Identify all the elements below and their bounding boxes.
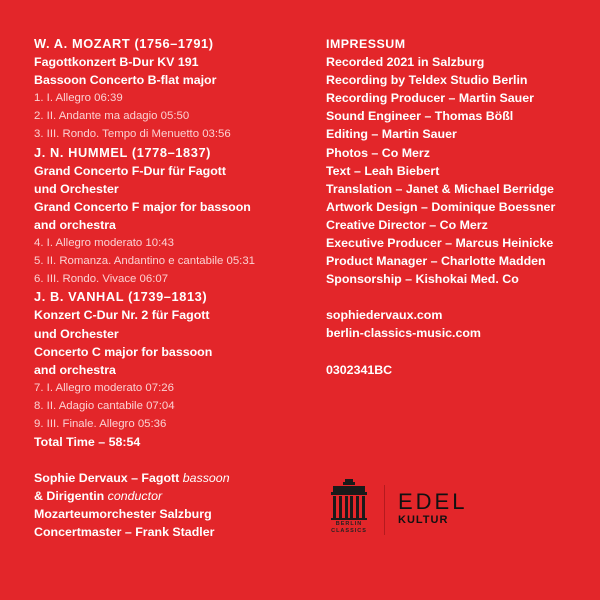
total-time: Total Time – 58:54 <box>34 435 141 450</box>
credit-line: Translation – Janet & Michael Berridge <box>326 181 554 196</box>
catalog-number: 0302341BC <box>326 362 393 377</box>
performer-name: Sophie Dervaux – Fagott <box>34 471 180 486</box>
tracklist-column <box>34 35 304 542</box>
credit-line: Recording Producer – Martin Sauer <box>326 91 534 106</box>
website-link[interactable]: berlin-classics-music.com <box>326 326 481 341</box>
credit-line: Sponsorship – Kishokai Med. Co <box>326 272 519 287</box>
spacer <box>326 343 586 361</box>
track-item: 7. I. Allegro moderato 07:26 <box>34 381 174 394</box>
credit-line: Creative Director – Co Merz <box>326 217 488 232</box>
work-title-en: Grand Concerto F major for bassoon <box>34 199 251 214</box>
work-title-de: Grand Concerto F-Dur für Fagott <box>34 163 227 178</box>
credit-line: Editing – Martin Sauer <box>326 127 457 142</box>
work-title-de: und Orchester <box>34 181 119 196</box>
performer-soloist <box>34 469 304 487</box>
work-title-de: Fagottkonzert B-Dur KV 191 <box>34 55 199 70</box>
composer-hummel: J. N. HUMMEL (1778–1837) <box>34 144 212 160</box>
track-item: 1. I. Allegro 06:39 <box>34 92 123 105</box>
orchestra: Mozarteumorchester Salzburg <box>34 507 212 522</box>
track-item: 3. III. Rondo. Tempo di Menuetto 03:56 <box>34 128 231 141</box>
work-title-en: Bassoon Concerto B-flat major <box>34 73 217 88</box>
track-item: 9. III. Finale. Allegro 05:36 <box>34 417 167 430</box>
logo-text-line: BERLIN <box>335 521 363 527</box>
credit-line: Executive Producer – Marcus Heinicke <box>326 236 554 251</box>
work-title-de: Konzert C-Dur Nr. 2 für Fagott <box>34 308 210 323</box>
performer-role: & Dirigentin <box>34 489 105 504</box>
track-item: 6. III. Rondo. Vivace 06:07 <box>34 273 169 286</box>
work-title-de: und Orchester <box>34 326 119 341</box>
performer-conductor <box>34 487 304 505</box>
berlin-classics-logo <box>326 478 372 544</box>
work-title-en: and orchestra <box>34 217 116 232</box>
credit-line: Photos – Co Merz <box>326 145 430 160</box>
kultur-text: KULTUR <box>398 514 449 526</box>
credit-line: Recorded 2021 in Salzburg <box>326 55 485 70</box>
credit-line: Product Manager – Charlotte Madden <box>326 254 546 269</box>
track-item: 8. II. Adagio cantabile 07:04 <box>34 399 175 412</box>
track-item: 4. I. Allegro moderato 10:43 <box>34 237 174 250</box>
credit-line: Text – Leah Biebert <box>326 163 440 178</box>
edel-wordmark <box>398 492 508 512</box>
impressum-title: IMPRESSUM <box>326 37 406 51</box>
spacer <box>326 288 586 306</box>
credit-line: Artwork Design – Dominique Boessner <box>326 199 556 214</box>
logo-divider <box>384 485 385 535</box>
track-item: 2. II. Andante ma adagio 05:50 <box>34 110 190 123</box>
impressum-column <box>326 35 586 379</box>
edel-text: EDEL <box>398 492 468 512</box>
performer-role-en: conductor <box>107 489 163 504</box>
work-title-en: Concerto C major for bassoon <box>34 344 213 359</box>
performer-role-en: bassoon <box>182 471 230 486</box>
work-title-en: and orchestra <box>34 362 116 377</box>
website-link[interactable]: sophiedervaux.com <box>326 308 443 323</box>
edel-kultur-logo <box>398 492 508 532</box>
credit-line: Sound Engineer – Thomas Bößl <box>326 109 514 124</box>
composer-vanhal: J. B. VANHAL (1739–1813) <box>34 289 208 305</box>
brandenburg-gate-icon <box>326 478 372 520</box>
credit-line: Recording by Teldex Studio Berlin <box>326 73 528 88</box>
track-item: 5. II. Romanza. Andantino e cantabile 05:31 <box>34 255 256 268</box>
logo-text-line: CLASSICS <box>331 528 367 534</box>
concertmaster: Concertmaster – Frank Stadler <box>34 525 215 540</box>
spacer <box>34 451 304 469</box>
composer-mozart: W. A. MOZART (1756–1791) <box>34 36 214 51</box>
berlin-classics-text <box>326 521 372 535</box>
